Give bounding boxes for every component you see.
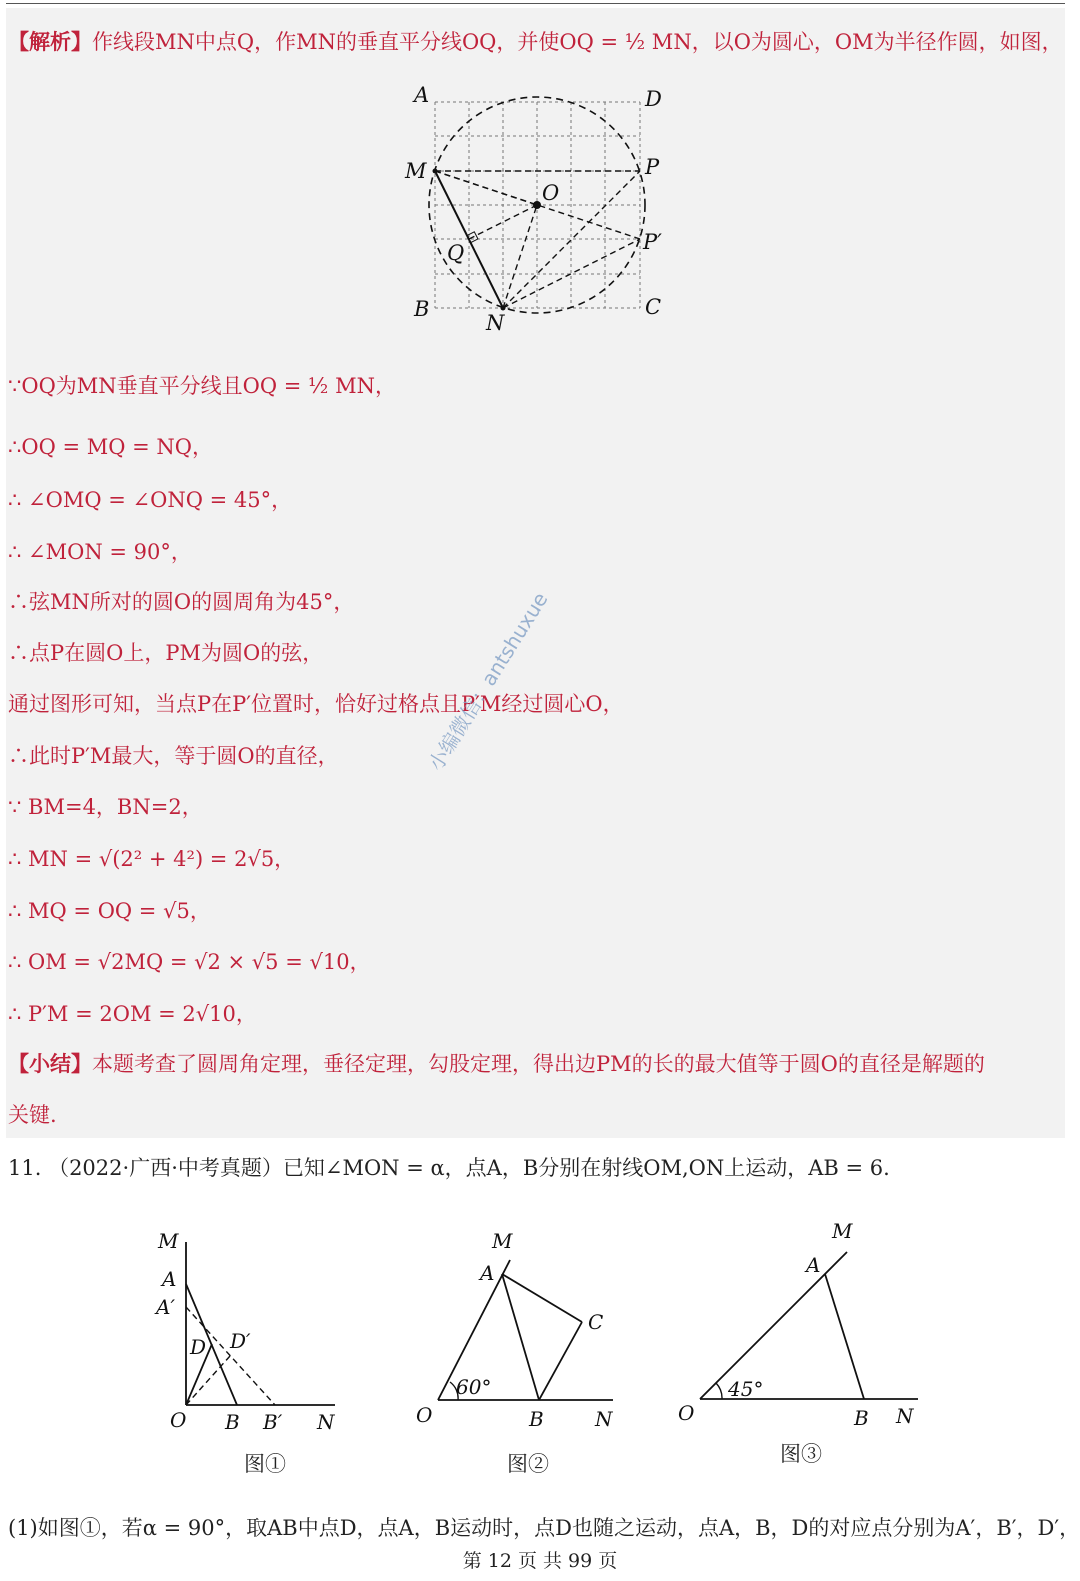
label-q: Q: [447, 241, 465, 265]
summary-text-1: 本题考查了圆周角定理，垂径定理，勾股定理，得出边PM的长的最大值等于圆O的直径是解题的: [92, 1052, 985, 1076]
label-n: N: [486, 311, 505, 335]
grid-circle-figure: [400, 78, 680, 338]
label-o: O: [542, 181, 560, 205]
step-4: ∴ ∠MON = 90°，: [8, 540, 192, 564]
label-d: D: [645, 87, 662, 111]
f1-label-m: M: [158, 1229, 179, 1253]
figure-1-caption: 图①: [244, 1452, 286, 1476]
summary-line-2: 关键.: [8, 1103, 57, 1127]
f1-label-b-prime: B′: [263, 1410, 283, 1434]
f3-label-m: M: [832, 1219, 853, 1243]
solution-header: [8, 26, 1063, 56]
label-m: M: [405, 159, 427, 183]
summary-line-1: [8, 1048, 985, 1078]
step-8: ∴此时P′M最大，等于圆O的直径，: [8, 744, 339, 768]
f1-label-a-prime: A′: [156, 1295, 175, 1319]
f2-label-a: A: [480, 1261, 495, 1285]
step-3: ∴ ∠OMQ = ∠ONQ = 45°，: [8, 488, 293, 512]
step-12: ∴ OM = √2MQ = √2 × √5 = √10，: [8, 950, 371, 974]
f3-label-o: O: [678, 1401, 695, 1425]
f1-label-o: O: [170, 1408, 187, 1432]
f3-label-n: N: [896, 1404, 914, 1428]
step-5: ∴弦MN所对的圆O的圆周角为45°，: [8, 590, 355, 614]
f3-label-b: B: [854, 1406, 869, 1430]
solution-tag: 【解析】: [8, 29, 92, 54]
f2-label-b: B: [529, 1407, 544, 1431]
step-7: 通过图形可知，当点P在P′位置时，恰好过格点且P′M经过圆心O，: [8, 692, 624, 716]
step-9: ∵ BM=4，BN=2，: [8, 795, 203, 819]
summary-tag: 【小结】: [8, 1051, 92, 1076]
f2-label-angle: 60°: [456, 1375, 492, 1399]
figure-3: [672, 1212, 927, 1432]
f2-label-m: M: [492, 1229, 513, 1253]
step-11: ∴ MQ = OQ = √5，: [8, 899, 211, 923]
top-rule: [6, 3, 1065, 4]
figure-1: [150, 1222, 350, 1437]
f2-label-o: O: [416, 1403, 433, 1427]
f1-label-d: D: [190, 1335, 207, 1359]
f1-label-b: B: [225, 1410, 240, 1434]
f3-label-a: A: [806, 1253, 821, 1277]
label-p-prime: P′: [643, 230, 662, 254]
label-a: A: [414, 83, 430, 107]
figure-2: [410, 1222, 625, 1437]
f3-label-angle: 45°: [728, 1377, 764, 1401]
f1-label-a: A: [162, 1267, 177, 1291]
step-1: ∵OQ为MN垂直平分线且OQ = ½ MN，: [8, 374, 396, 398]
watermark: 小编微信：antshuxue: [423, 587, 553, 775]
figure-2-caption: 图②: [507, 1452, 549, 1476]
step-6: ∴点P在圆O上，PM为圆O的弦，: [8, 641, 324, 665]
label-p: P: [645, 155, 660, 179]
page-number: 第 12 页 共 99 页: [462, 1550, 618, 1572]
step-10: ∴ MN = √(2² + 4²) = 2√5，: [8, 847, 296, 871]
f2-label-c: C: [588, 1310, 604, 1334]
label-b: B: [414, 297, 430, 321]
f1-label-d-prime: D′: [230, 1329, 251, 1353]
step-13: ∴ P′M = 2OM = 2√10，: [8, 1002, 257, 1026]
f2-label-n: N: [595, 1407, 613, 1431]
figure-3-caption: 图③: [780, 1442, 822, 1466]
solution-header-text: 作线段MN中点Q，作MN的垂直平分线OQ，并使OQ = ½ MN，以O为圆心，OM为半径作圆，如图，: [92, 30, 1063, 54]
part-1-text: (1)如图①，若α = 90°，取AB中点D，点A，B运动时，点D也随之运动，点A，B，D的对应点分别为A′，B′，D′，: [8, 1516, 1080, 1540]
f1-label-n: N: [317, 1410, 335, 1434]
question-11: 11. （2022·广西·中考真题）已知∠MON = α，点A，B分别在射线OM,ON上运动，AB = 6.: [8, 1156, 890, 1180]
center-o-dot: [533, 201, 541, 209]
label-c: C: [645, 295, 662, 319]
step-2: ∴OQ = MQ = NQ，: [8, 435, 213, 459]
